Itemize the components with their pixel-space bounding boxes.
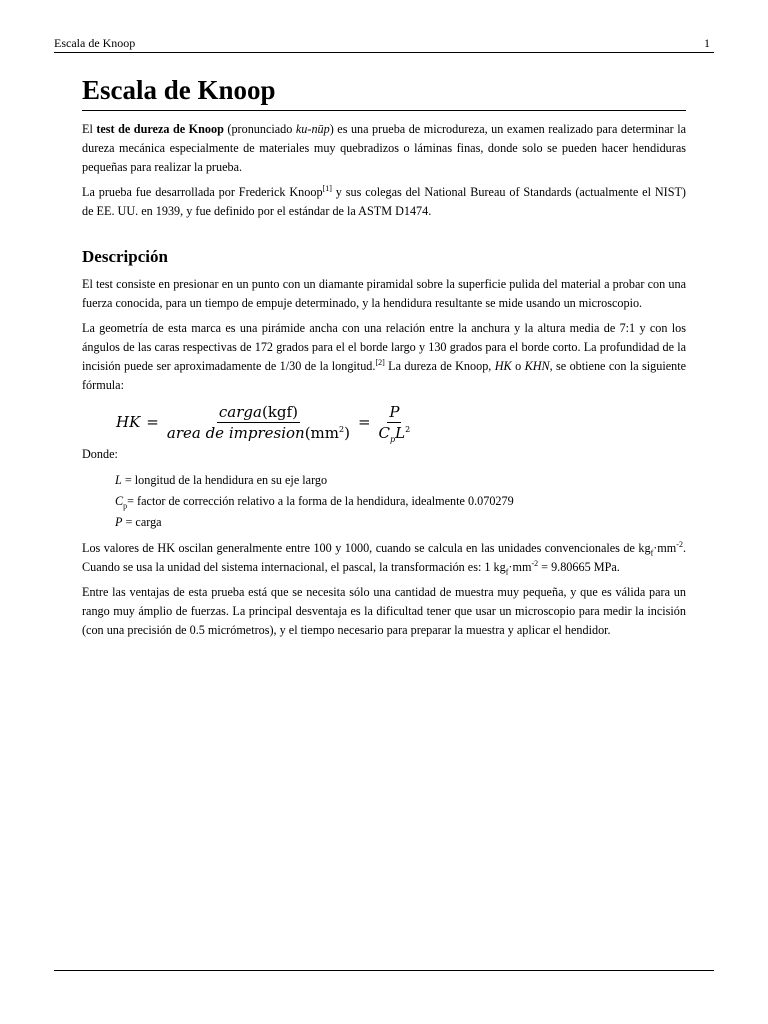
reference-link-2[interactable]: [2] (375, 357, 385, 367)
advantages-paragraph: Entre las ventajas de esta prueba está que se necesita sólo una cantidad de muestra muy pequeña, y que es válida para un rango muy ámplio de fuerzas. La principal desventaja es la dificultad tener que usar un microscopio para medir la incisión (con una precisión de 0.5 micrómetros), y el tiempo necesario para preparar la muestra y aplicar el hendidor. (82, 585, 686, 637)
intro-paragraph-2: La prueba fue desarrollada por Frederick Knoop[1] y sus colegas del National Bureau of Standards (actualmente el NIST) de EE. UU. en 1939, y fue definido por el estándar de la ASTM D1474. (82, 183, 686, 218)
running-title: Escala de Knoop (54, 36, 136, 50)
formula-fraction-1: $\frac{\text{carga(kgf)}}{area de impresion(mm^2)}$ (166, 402, 350, 442)
reference-link-1[interactable]: [1] (322, 183, 332, 193)
values-paragraph: Los valores de HK oscilan generalmente entre 100 y 1000, cuando se calcula en las unidades convencionales de $kg_f\cdot mm^{-2}$. Cuando se usa la unidad del sistema internacional, el pascal, la transformación es: 1 $kg_f\cdot mm^{-2} = 9.80665$ MPa. (82, 539, 686, 577)
intro-paragraph-1: El test de dureza de Knoop (pronunciado ku-nūp) es una prueba de microdureza, un examen realizado para determinar la dureza mecánica especialmente de materiales muy quebradizos o láminas finas, donde solo se pueden hacer hendiduras pequeñas para realizar la prueba. (82, 122, 686, 174)
formula-fraction-2: $\frac{P}{C_pL^2}$ (378, 402, 411, 444)
pronunciation: ku-nūp (295, 122, 330, 136)
description-paragraph-1: El test consiste en presionar en un punto con un diamante piramidal sobre la superficie pulida del material a probar con una fuerza conocida, para un tiempo de empuje determinado, y la hendidura resultante se mide usando un microscopio. (82, 277, 686, 310)
term-bold: test de dureza de Knoop (96, 122, 224, 136)
section-heading-descripcion: Descripción (82, 247, 168, 266)
formula-equals: = (146, 413, 159, 431)
definition-cp: $C_p=$ factor de corrección relativo a la forma de la hendidura, idealmente 0.070279 (115, 494, 514, 511)
running-header (54, 36, 714, 53)
formula-equals-2: = (357, 413, 371, 431)
definition-p: P = carga (115, 515, 162, 529)
definition-l: L = longitud de la hendidura en su eje largo (115, 473, 328, 487)
knoop-formula (116, 401, 686, 443)
donde-label: Donde: (82, 447, 118, 461)
footer-rule (54, 970, 714, 971)
formula-lhs: HK (116, 413, 141, 431)
article (82, 74, 686, 646)
page-number: 1 (704, 36, 710, 50)
article-title: Escala de Knoop (82, 74, 686, 111)
description-paragraph-2: La geometría de esta marca es una pirámide ancha con una relación entre la anchura y la altura media de 7:1 y con los ángulos de las caras respectivas de 172 grados para el el borde largo y 130 grados para el borde corto. La profundidad de la incisión puede ser aproximadamente de 1/30 de la longitud.[2] La dureza de Knoop, HK o KHN, se obtiene con la siguiente fórmula: (82, 321, 687, 392)
